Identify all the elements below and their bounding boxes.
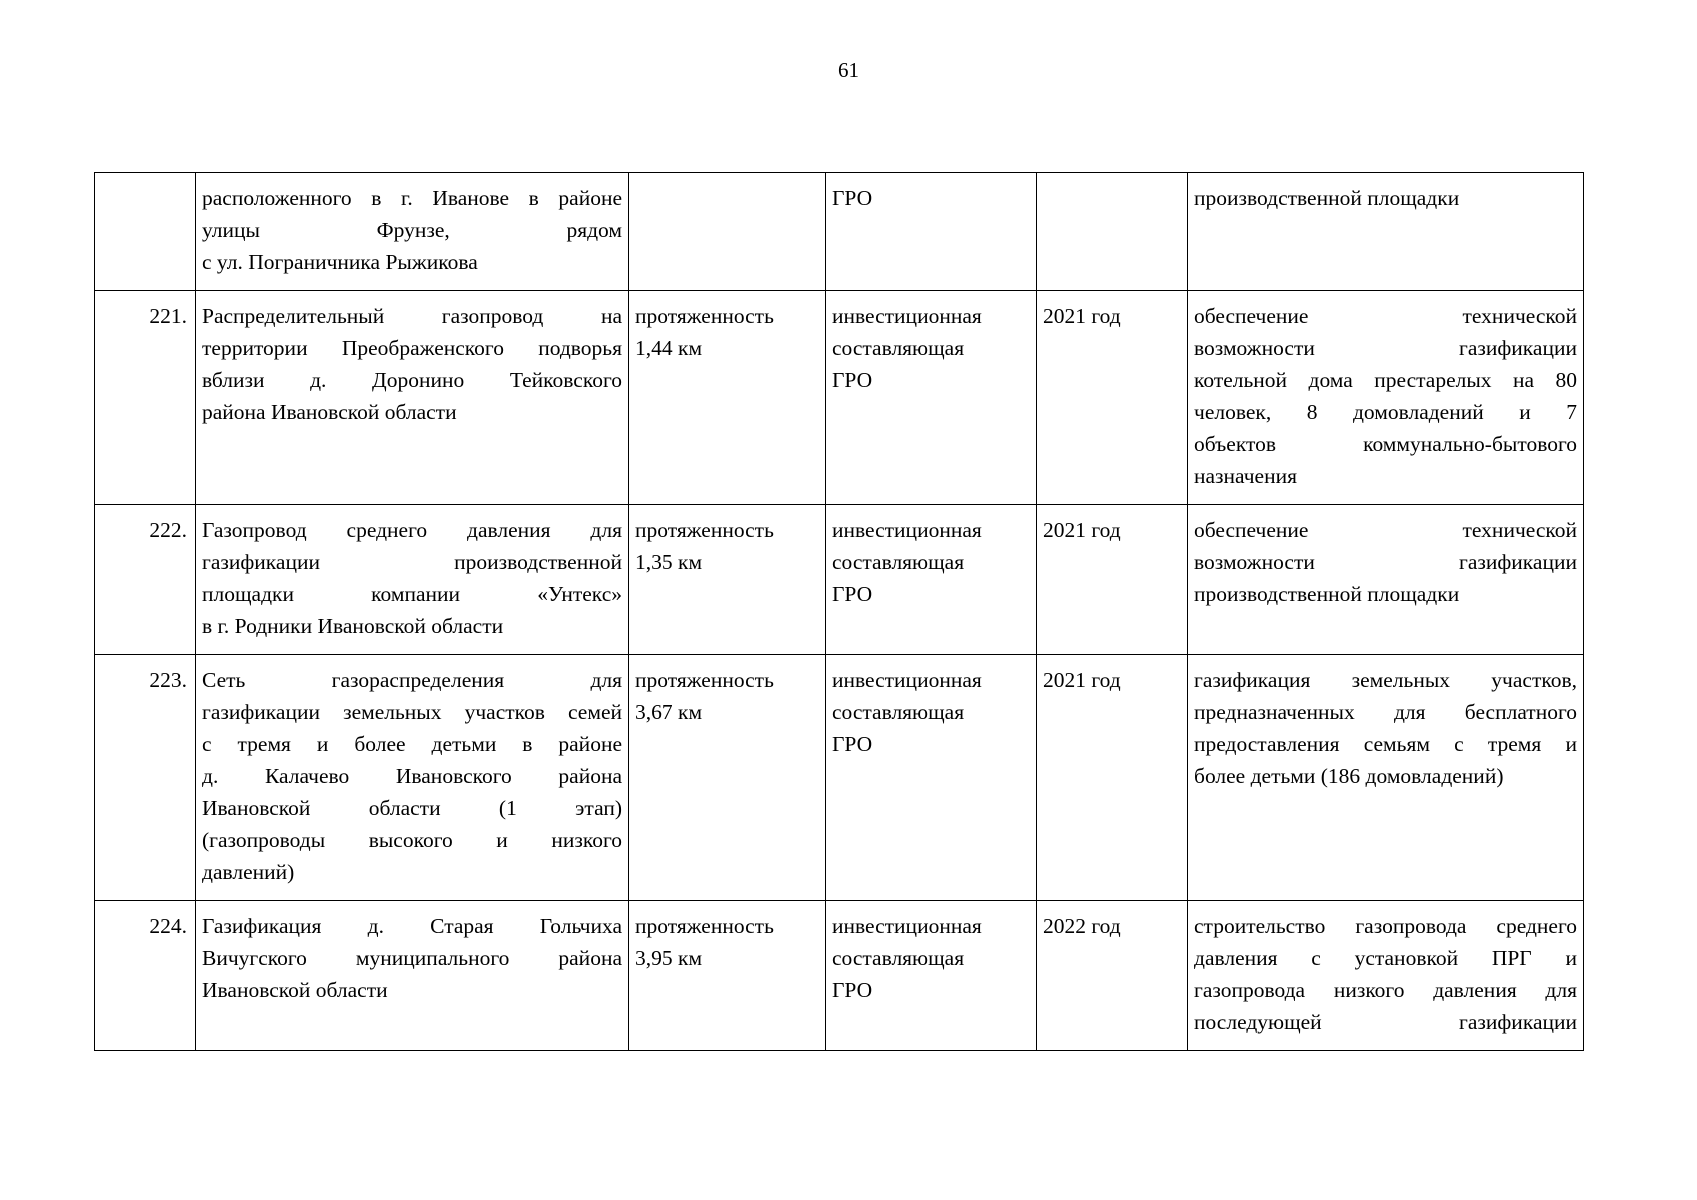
row-number: 221. bbox=[95, 291, 196, 505]
object-name-line: д. Калачево Ивановского района bbox=[202, 764, 622, 788]
parameter-line: 3,67 км bbox=[635, 700, 703, 724]
goal-line: последующей газификации bbox=[1194, 1010, 1577, 1034]
goal-line: возможности газификации bbox=[1194, 550, 1577, 574]
goal-line: обеспечение технической bbox=[1194, 304, 1577, 328]
parameter-cell bbox=[629, 505, 826, 655]
page-number: 61 bbox=[838, 58, 859, 82]
parameter-line: протяженность bbox=[635, 518, 774, 542]
funding-source-line: составляющая bbox=[832, 700, 965, 724]
table-row bbox=[95, 901, 1584, 1051]
goal-cell bbox=[1188, 901, 1584, 1051]
object-name-cell bbox=[196, 655, 629, 901]
parameter-cell bbox=[629, 291, 826, 505]
object-name-line: давлений) bbox=[202, 860, 295, 884]
object-name-line: площадки компании «Унтекс» bbox=[202, 582, 622, 606]
goal-line: котельной дома престарелых на 80 bbox=[1194, 368, 1577, 392]
object-name-line: с ул. Пограничника Рыжикова bbox=[202, 250, 478, 274]
parameter-line: 1,35 км bbox=[635, 550, 703, 574]
parameter-line: 3,95 км bbox=[635, 946, 703, 970]
parameter-line: 1,44 км bbox=[635, 336, 703, 360]
object-name-line: (газопроводы высокого и низкого bbox=[202, 828, 622, 852]
year-cell: 2021 год bbox=[1037, 291, 1188, 505]
object-name-line: расположенного в г. Иванове в районе bbox=[202, 186, 622, 210]
year-cell bbox=[1037, 173, 1188, 291]
row-number: 223. bbox=[95, 655, 196, 901]
object-name-line: газификации производственной bbox=[202, 550, 622, 574]
goal-line: более детьми (186 домовладений) bbox=[1194, 764, 1504, 788]
object-name-line: в г. Родники Ивановской области bbox=[202, 614, 504, 638]
goal-line: человек, 8 домовладений и 7 bbox=[1194, 400, 1577, 424]
object-name-line: Сеть газораспределения для bbox=[202, 668, 622, 692]
goal-cell bbox=[1188, 291, 1584, 505]
object-name-cell bbox=[196, 505, 629, 655]
funding-source-line: составляющая bbox=[832, 946, 965, 970]
object-name-line: Распределительный газопровод на bbox=[202, 304, 622, 328]
object-name-cell bbox=[196, 901, 629, 1051]
goal-cell bbox=[1188, 173, 1584, 291]
goal-cell bbox=[1188, 655, 1584, 901]
object-name-line: Ивановской области (1 этап) bbox=[202, 796, 622, 820]
year-cell: 2021 год bbox=[1037, 655, 1188, 901]
parameter-line: протяженность bbox=[635, 304, 774, 328]
gas-pipeline-table bbox=[94, 172, 1584, 1051]
funding-source-line: инвестиционная bbox=[832, 914, 982, 938]
row-number bbox=[95, 173, 196, 291]
goal-line: возможности газификации bbox=[1194, 336, 1577, 360]
object-name-line: Газопровод среднего давления для bbox=[202, 518, 622, 542]
object-name-line: Вичугского муниципального района bbox=[202, 946, 622, 970]
goal-line: производственной площадки bbox=[1194, 186, 1460, 210]
goal-line: назначения bbox=[1194, 464, 1297, 488]
object-name-line: территории Преображенского подворья bbox=[202, 336, 622, 360]
parameter-cell bbox=[629, 655, 826, 901]
parameter-line: протяженность bbox=[635, 668, 774, 692]
object-name-line: с тремя и более детьми в районе bbox=[202, 732, 622, 756]
goal-line: газопровода низкого давления для bbox=[1194, 978, 1577, 1002]
table-row bbox=[95, 291, 1584, 505]
funding-source-line: инвестиционная bbox=[832, 668, 982, 692]
table-row bbox=[95, 655, 1584, 901]
funding-source-line: ГРО bbox=[832, 978, 873, 1002]
goal-line: газификация земельных участков, bbox=[1194, 668, 1577, 692]
table-row bbox=[95, 173, 1584, 291]
parameter-cell bbox=[629, 173, 826, 291]
funding-source-line: инвестиционная bbox=[832, 518, 982, 542]
funding-source-cell bbox=[826, 901, 1037, 1051]
object-name-line: улицы Фрунзе, рядом bbox=[202, 218, 622, 242]
goal-line: предназначенных для бесплатного bbox=[1194, 700, 1577, 724]
object-name-line: газификации земельных участков семей bbox=[202, 700, 622, 724]
goal-line: производственной площадки bbox=[1194, 582, 1460, 606]
row-number: 224. bbox=[95, 901, 196, 1051]
year-cell: 2022 год bbox=[1037, 901, 1188, 1051]
table-body bbox=[95, 173, 1584, 1051]
row-number: 222. bbox=[95, 505, 196, 655]
parameter-line: протяженность bbox=[635, 914, 774, 938]
funding-source-line: инвестиционная bbox=[832, 304, 982, 328]
funding-source-line: ГРО bbox=[832, 732, 873, 756]
funding-source-line: ГРО bbox=[832, 368, 873, 392]
goal-line: обеспечение технической bbox=[1194, 518, 1577, 542]
object-name-cell bbox=[196, 291, 629, 505]
object-name-line: района Ивановской области bbox=[202, 400, 457, 424]
object-name-line: Ивановской области bbox=[202, 978, 388, 1002]
table-row bbox=[95, 505, 1584, 655]
year-cell: 2021 год bbox=[1037, 505, 1188, 655]
object-name-line: вблизи д. Доронино Тейковского bbox=[202, 368, 622, 392]
goal-line: давления с установкой ПРГ и bbox=[1194, 946, 1577, 970]
goal-line: строительство газопровода среднего bbox=[1194, 914, 1577, 938]
funding-source-line: составляющая bbox=[832, 336, 965, 360]
funding-source-line: составляющая bbox=[832, 550, 965, 574]
goal-line: предоставления семьям с тремя и bbox=[1194, 732, 1577, 756]
goal-line: объектов коммунально-бытового bbox=[1194, 432, 1577, 456]
funding-source-line: ГРО bbox=[832, 582, 873, 606]
object-name-cell bbox=[196, 173, 629, 291]
funding-source-cell bbox=[826, 505, 1037, 655]
goal-cell bbox=[1188, 505, 1584, 655]
funding-source-line: ГРО bbox=[832, 186, 873, 210]
object-name-line: Газификация д. Старая Гольчиха bbox=[202, 914, 622, 938]
funding-source-cell bbox=[826, 173, 1037, 291]
funding-source-cell bbox=[826, 291, 1037, 505]
parameter-cell bbox=[629, 901, 826, 1051]
funding-source-cell bbox=[826, 655, 1037, 901]
